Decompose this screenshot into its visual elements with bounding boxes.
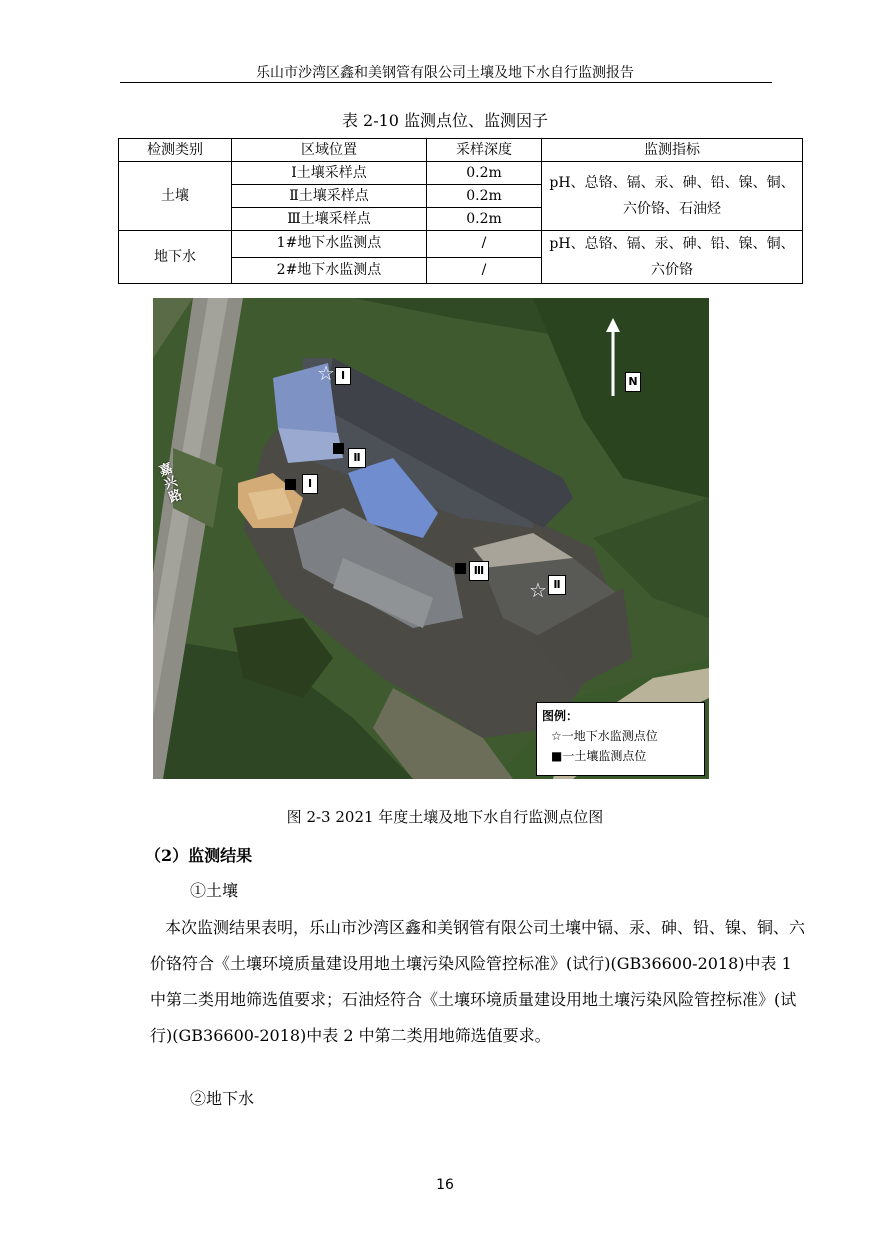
soil-square-icon	[285, 479, 296, 490]
table-header-row	[119, 139, 803, 162]
header-rule	[120, 82, 772, 83]
header-category: 检测类别	[119, 139, 232, 162]
table-row	[119, 162, 803, 185]
soil-location-1: Ⅰ土壤采样点	[232, 162, 427, 185]
page-number: 16	[436, 1177, 454, 1193]
section-title: （2）监测结果	[145, 846, 253, 865]
groundwater-location-1: 1#地下水监测点	[232, 231, 427, 258]
groundwater-star-icon: ☆	[317, 361, 335, 385]
north-arrow-icon	[605, 318, 621, 398]
figure-caption: 图 2-3 2021 年度土壤及地下水自行监测点位图	[286, 808, 604, 826]
satellite-map	[153, 298, 709, 779]
soil-depth-2: 0.2m	[427, 185, 542, 208]
legend-title: 图例：	[542, 709, 579, 723]
header-indicators: 监测指标	[542, 139, 803, 162]
page-header: 乐山市沙湾区鑫和美钢管有限公司土壤及地下水自行监测报告	[256, 65, 634, 81]
soil-depth-3: 0.2m	[427, 208, 542, 231]
monitoring-table	[118, 138, 803, 284]
soil-square-icon	[333, 443, 344, 454]
table-title: 表 2-10 监测点位、监测因子	[341, 111, 549, 130]
soil-location-2: Ⅱ土壤采样点	[232, 185, 427, 208]
groundwater-category-cell: 地下水	[119, 231, 232, 284]
north-label: N	[625, 372, 641, 392]
table-row	[119, 231, 803, 258]
soil-depth-1: 0.2m	[427, 162, 542, 185]
soil-category-cell: 土壤	[119, 162, 232, 231]
groundwater-marker-1-label: Ⅰ	[335, 367, 351, 385]
groundwater-location-2: 2#地下水监测点	[232, 257, 427, 284]
soil-location-3: Ⅲ土壤采样点	[232, 208, 427, 231]
soil-marker-1-label: Ⅰ	[302, 474, 318, 494]
legend-groundwater: ☆一地下水监测点位	[551, 729, 658, 743]
soil-indicators-cell: pH、总铬、镉、汞、砷、铅、镍、铜、六价铬、石油烃	[542, 162, 803, 231]
map-legend	[536, 702, 705, 776]
soil-marker-3-label: Ⅲ	[469, 561, 489, 581]
legend-soil: ■一土壤监测点位	[551, 749, 647, 763]
soil-square-icon	[455, 563, 466, 574]
soil-heading: ①土壤	[190, 881, 239, 900]
road-label: 嘉兴路	[157, 461, 185, 506]
groundwater-star-icon: ☆	[529, 578, 547, 602]
groundwater-indicators-cell: pH、总铬、镉、汞、砷、铅、镍、铜、六价铬	[542, 231, 803, 284]
groundwater-depth-2: /	[427, 257, 542, 284]
soil-marker-2-label: Ⅱ	[348, 448, 366, 468]
groundwater-heading: ②地下水	[190, 1089, 255, 1108]
header-depth: 采样深度	[427, 139, 542, 162]
groundwater-marker-2-label: Ⅱ	[548, 575, 566, 595]
header-location: 区域位置	[232, 139, 427, 162]
soil-paragraph: 本次监测结果表明，乐山市沙湾区鑫和美钢管有限公司土壤中镉、汞、砷、铅、镍、铜、六价铬符合《土壤环境质量建设用地土壤污染风险管控标准》(试行)(GB36600-2018)中表 1 中第二类用地筛选值要求；石油烃符合《土壤环境质量建设用地土壤污染风险管控标准》(试行)(GB36600-2018)中表 2 中第二类用地筛选值要求。	[150, 918, 806, 1045]
groundwater-depth-1: /	[427, 231, 542, 258]
